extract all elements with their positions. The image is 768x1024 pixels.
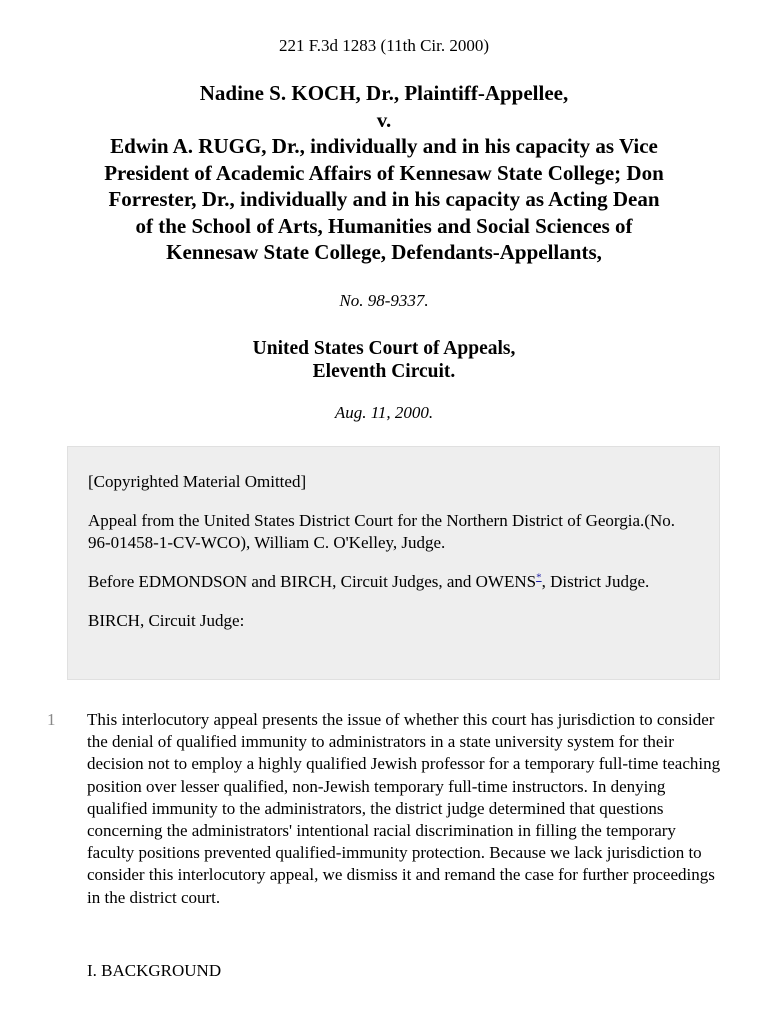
paragraph-text: This interlocutory appeal presents the issue of whether this court has jurisdiction to consider the denial of qualified immunity to administrators in a state university system for their decision not to employ a highly qualified Jewish professor for a temporary full-time teaching position over lesser qualified, non-Jewish temporary full-time instructors. In denying qualified immunity to the administrators, the district judge determined that questions concerning the administrators' intentional racial discrimination in filling the temporary faculty positions prevented qualified-immunity protection. Because we lack jurisdiction to consider this interlocutory appeal, we dismiss it and remand the case for further proceedings in the district court.: [87, 710, 721, 907]
decision-date: Aug. 11, 2000.: [334, 403, 434, 422]
paragraph-number: 1: [47, 710, 56, 729]
caption-defendants-line-3: Forrester, Dr., individually and in his capacity as Acting Dean: [108, 187, 660, 211]
caption-plaintiff: Nadine S. KOCH, Dr., Plaintiff-Appellee,: [199, 81, 569, 105]
court-name-line-1: United States Court of Appeals,: [252, 338, 516, 359]
headnote-box: [67, 446, 720, 680]
case-citation: 221 F.3d 1283 (11th Cir. 2000): [278, 36, 490, 55]
appeal-origin: Appeal from the United States District Court for the Northern District of Georgia.(No. 96-01458-1-CV-WCO), William C. O'Kelley, Judge.: [88, 511, 675, 552]
caption-defendants-line-1: Edwin A. RUGG, Dr., individually and in his capacity as Vice: [110, 134, 658, 158]
caption-defendants-line-4: of the School of Arts, Humanities and Social Sciences of: [135, 213, 633, 238]
case-caption: [40, 80, 728, 266]
panel-judges: [88, 571, 699, 593]
copyright-omitted-notice: [Copyrighted Material Omitted]: [88, 472, 307, 491]
court-name: [0, 337, 768, 383]
paragraph-1: [47, 709, 727, 909]
panel-text-end: , District Judge.: [541, 572, 650, 591]
caption-defendants-line-5: Kennesaw State College, Defendants-Appellants,: [166, 240, 602, 264]
docket-number: No. 98-9337.: [339, 291, 429, 310]
panel-text: Before EDMONDSON and BIRCH, Circuit Judges, and OWENS: [88, 572, 537, 591]
opinion-author: BIRCH, Circuit Judge:: [88, 611, 245, 630]
footnote-link[interactable]: *: [536, 571, 542, 584]
caption-versus: v.: [376, 107, 392, 132]
caption-defendants-line-2: President of Academic Affairs of Kennesaw State College; Don: [104, 160, 664, 185]
court-name-line-2: Eleventh Circuit.: [312, 361, 456, 382]
section-heading: I. BACKGROUND: [87, 961, 222, 980]
